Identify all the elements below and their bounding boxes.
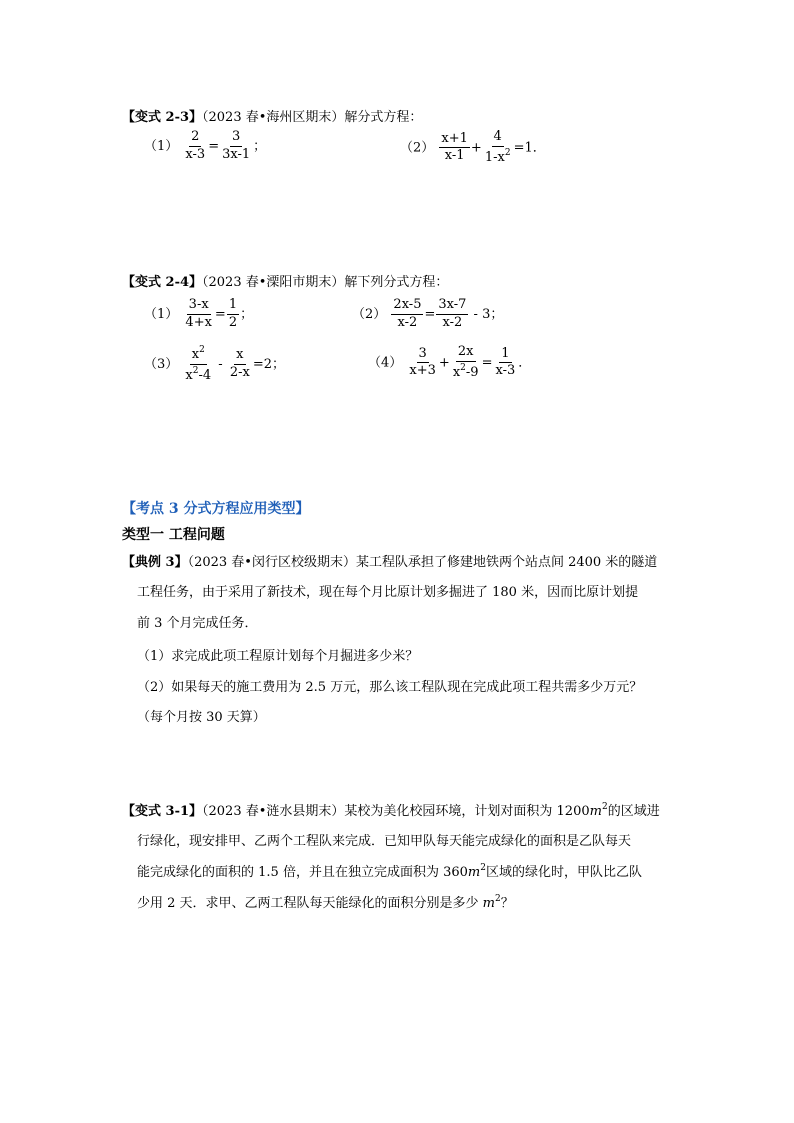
denominator: 4+x	[185, 314, 212, 330]
fraction	[220, 130, 252, 163]
denominator-base: x	[452, 364, 461, 380]
variant-3-1-line-4	[137, 892, 514, 911]
example-3-line-2: 工程任务，由于采用了新技术，现在每个月比原计划多掘进了 180 米，因而比原计划提	[137, 585, 639, 600]
equation-2-3-1	[144, 130, 266, 163]
equals-sign: =	[481, 355, 493, 371]
unit-m: m	[589, 804, 602, 819]
numerator: 3	[417, 347, 429, 364]
fraction	[227, 298, 239, 331]
numerator: 2x-5	[391, 298, 423, 315]
unit-exponent: 2	[480, 863, 486, 873]
denominator: x+3	[409, 363, 436, 379]
unit-exponent: 2	[601, 802, 608, 812]
equation-2-4-1	[144, 298, 253, 331]
exponent: 2	[192, 365, 199, 376]
unit-m: m	[482, 896, 495, 911]
example-3-text: （2023 春•闵行区校级期末）某工程队承担了修建地铁两个站点间 2400 米的隧道	[187, 555, 658, 570]
variant-2-3-head: 【变式 2-3】	[122, 110, 203, 125]
fraction	[183, 345, 213, 384]
denominator: x-2	[397, 314, 418, 330]
equals-sign: =	[424, 306, 436, 322]
denominator: 2-x	[229, 364, 250, 380]
fraction	[183, 130, 207, 163]
variant-3-1-head: 【变式 3-1】	[122, 804, 203, 819]
punctuation: ；	[253, 138, 267, 154]
denominator	[483, 147, 513, 166]
variant-2-3-title	[122, 106, 422, 125]
denominator	[451, 362, 481, 381]
punctuation: ．	[518, 355, 532, 371]
punctuation: ；	[240, 306, 254, 322]
equals-sign: =	[208, 138, 220, 154]
numerator: 3-x	[187, 298, 211, 315]
denominator: 2	[228, 314, 238, 330]
exponent: 2	[199, 345, 205, 355]
variant-3-1-text: 区域的绿化时，甲队比乙队	[485, 865, 642, 880]
fraction	[451, 345, 481, 381]
problem-number: （2）	[400, 140, 435, 156]
problem-number: （1）	[144, 306, 179, 322]
fraction	[391, 298, 423, 331]
denominator: 3x-1	[222, 146, 251, 162]
variant-2-4-source: （2023 春•溧阳市期末）解下列分式方程：	[202, 275, 449, 290]
numerator: 2x	[456, 345, 476, 362]
variant-3-1-text: 能完成绿化的面积的 1.5 倍，并且在独立完成面积为 360	[137, 865, 468, 880]
fraction	[483, 130, 513, 166]
plus-sign: +	[438, 355, 450, 371]
numerator	[190, 345, 207, 365]
unit-m: m	[467, 865, 481, 880]
type-heading: 类型一 工程问题	[122, 527, 225, 543]
variant-3-1-text: 少用 2 天．求甲、乙两工程队每天能绿化的面积分别是多少	[137, 896, 483, 911]
denominator: x-3	[495, 363, 516, 379]
minus-sign: -	[214, 356, 227, 372]
numerator: 2	[189, 130, 201, 147]
numerator: 3	[230, 130, 242, 147]
numerator-base: x	[191, 347, 200, 362]
fraction	[407, 347, 438, 380]
equation-2-4-2	[352, 298, 503, 331]
exponent: 2	[504, 147, 511, 158]
variant-3-1-text: （2023 春•涟水县期末）某校为美化校园环境，计划对面积为 1200	[202, 804, 590, 819]
unit-exponent: 2	[495, 894, 501, 904]
equation-rhs: =2；	[252, 356, 286, 372]
numerator: 3x-7	[436, 298, 468, 315]
problem-number: （2）	[352, 306, 387, 322]
variant-3-1-line-3	[137, 861, 642, 880]
equation-2-3-2	[400, 130, 546, 166]
variant-3-1-text: 的区域进	[607, 804, 660, 819]
equation-rhs: - 3；	[469, 306, 504, 322]
denominator-base: 1-x	[484, 149, 505, 165]
exponent: 2	[460, 362, 466, 373]
fraction	[183, 298, 214, 331]
variant-3-1-text: ？	[500, 896, 514, 911]
denominator-term: -4	[198, 367, 212, 383]
variant-3-1-line-2: 行绿化，现安排甲、乙两个工程队来完成．已知甲队每天能完成绿化的面积是乙队每天	[137, 834, 632, 849]
problem-number: （3）	[144, 356, 179, 372]
numerator: 4	[492, 130, 504, 147]
equals-sign: =	[214, 306, 226, 322]
numerator: 1	[499, 347, 511, 364]
example-3-head: 【典例 3】	[122, 555, 188, 570]
numerator: 1	[227, 298, 239, 315]
example-3-line-3: 前 3 个月完成任务．	[137, 616, 258, 631]
denominator: x-3	[185, 146, 206, 162]
equation-2-4-4	[368, 345, 531, 381]
denominator: x-2	[442, 314, 463, 330]
example-3-question-1: （1）求完成此项工程原计划每个月掘进多少米？	[137, 649, 419, 664]
denominator-term: -9	[465, 364, 479, 380]
equation-rhs: =1．	[513, 140, 546, 156]
example-3-note: （每个月按 30 天算）	[137, 710, 266, 725]
denominator-base: x	[185, 367, 193, 383]
plus-sign: +	[470, 140, 482, 156]
numerator: x+1	[439, 132, 470, 149]
example-3-question-2: （2）如果每天的施工费用为 2.5 万元，那么该工程队现在完成此项工程共需多少万元？	[137, 680, 643, 695]
variant-3-1-line-1	[122, 800, 660, 819]
variant-2-3-source: （2023 春•海州区期末）解分式方程：	[202, 110, 423, 125]
numerator: x	[234, 348, 245, 365]
problem-number: （4）	[368, 355, 403, 371]
fraction	[436, 298, 468, 331]
example-3-line-1	[122, 551, 657, 570]
denominator: x-1	[444, 148, 465, 164]
denominator	[183, 365, 213, 384]
section-heading: 【考点 3 分式方程应用类型】	[122, 501, 310, 517]
fraction	[439, 132, 470, 165]
fraction	[228, 348, 252, 381]
problem-number: （1）	[144, 138, 179, 154]
fraction	[493, 347, 517, 380]
variant-2-4-title	[122, 271, 448, 290]
variant-2-4-head: 【变式 2-4】	[122, 275, 203, 290]
equation-2-4-3	[144, 345, 285, 384]
